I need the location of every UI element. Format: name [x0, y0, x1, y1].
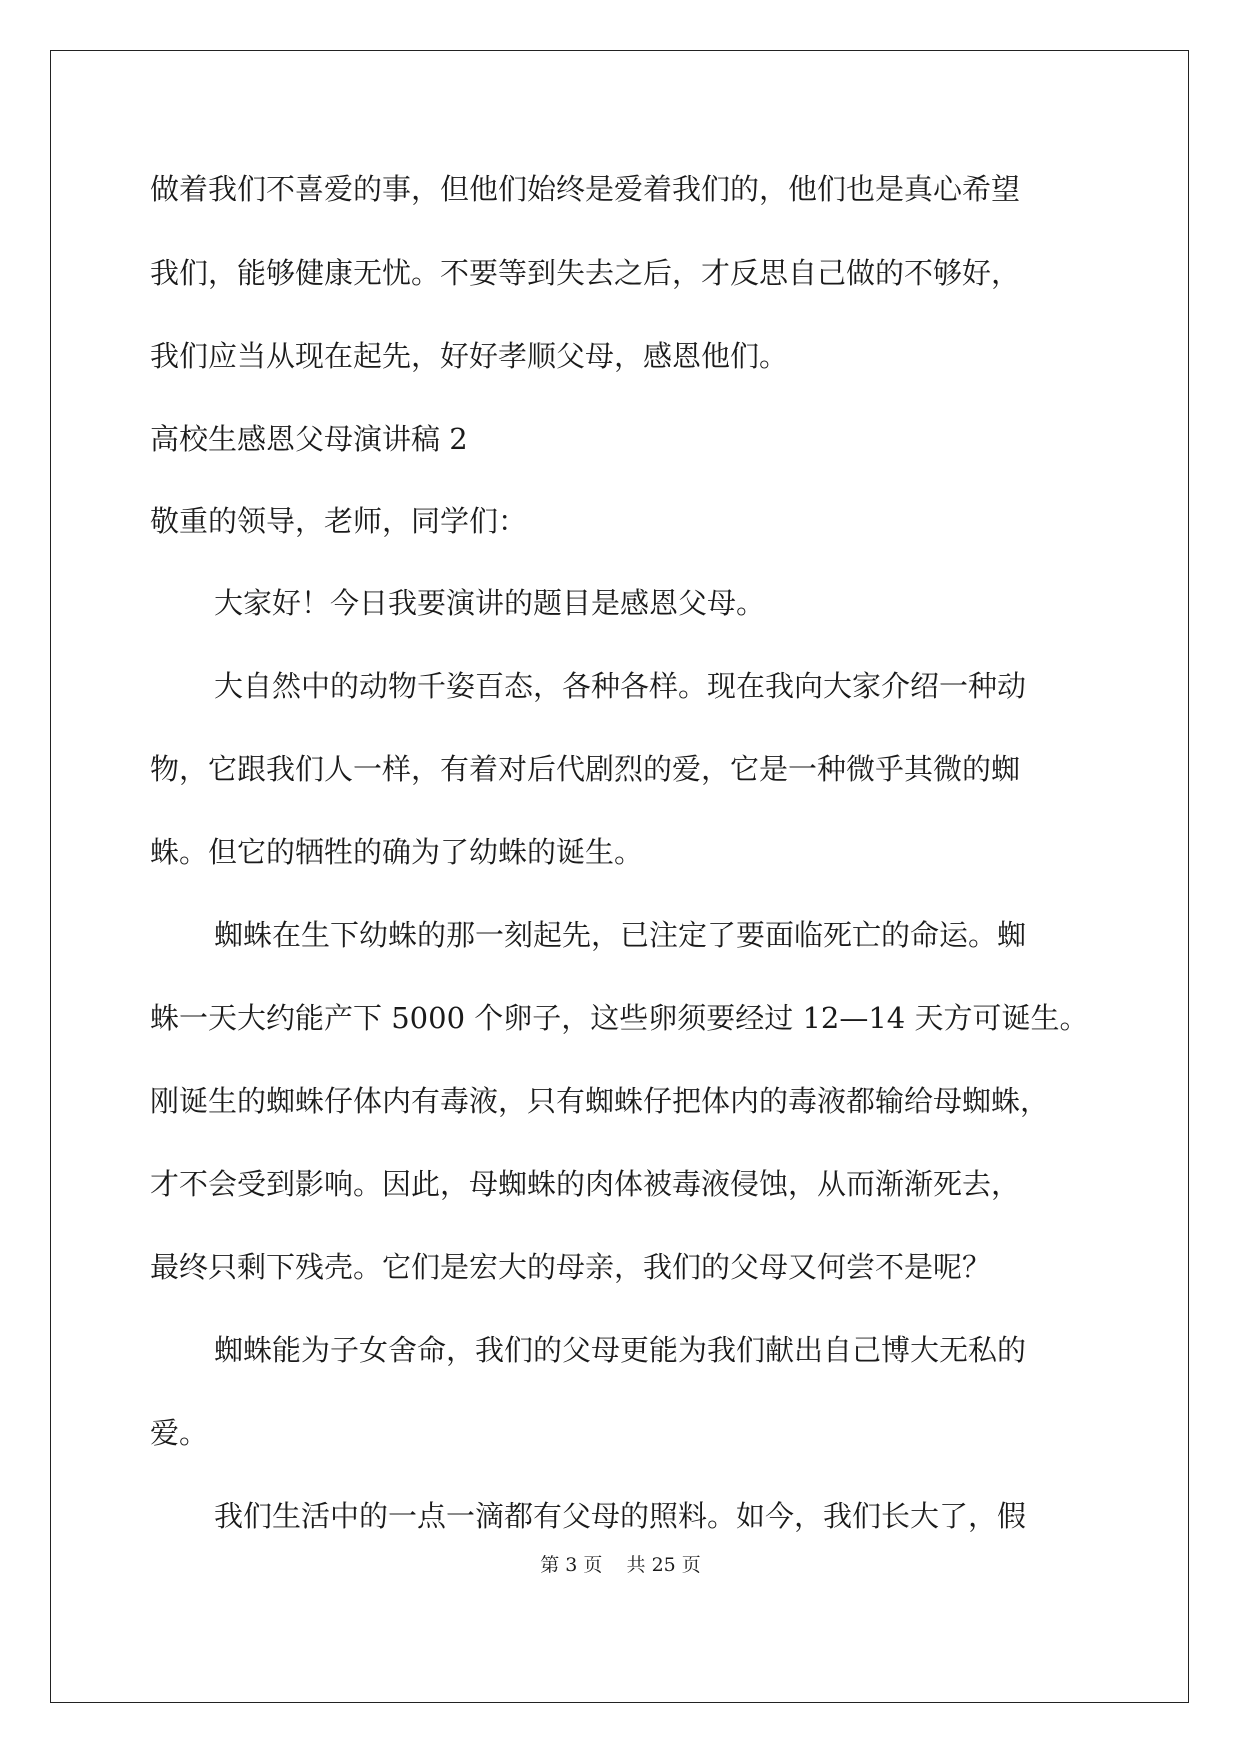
paragraph-line: 蜘蛛在生下幼蛛的那一刻起先，已注定了要面临死亡的命运。蜘 — [214, 918, 1027, 952]
paragraph-line: 我们应当从现在起先，好好孝顺父母，感恩他们。 — [150, 339, 789, 373]
paragraph-line: 物，它跟我们人一样，有着对后代剧烈的爱，它是一种微乎其微的蜘 — [150, 752, 1021, 786]
section-heading: 高校生感恩父母演讲稿 2 — [150, 422, 468, 456]
salutation: 敬重的领导，老师，同学们： — [150, 504, 528, 538]
paragraph-line: 做着我们不喜爱的事，但他们始终是爱着我们的，他们也是真心希望 — [150, 172, 1021, 206]
paragraph-line: 我们生活中的一点一滴都有父母的照料。如今，我们长大了，假 — [214, 1499, 1027, 1533]
page-number-footer: 第 3 页 共 25 页 — [540, 1554, 701, 1576]
paragraph-line: 蜘蛛能为子女舍命，我们的父母更能为我们献出自己博大无私的 — [214, 1333, 1027, 1367]
paragraph-line: 爱。 — [150, 1416, 209, 1450]
paragraph-line: 大自然中的动物千姿百态，各种各样。现在我向大家介绍一种动 — [214, 669, 1027, 703]
paragraph-line: 蛛。但它的牺牲的确为了幼蛛的诞生。 — [150, 835, 644, 869]
paragraph-line: 我们，能够健康无忧。不要等到失去之后，才反思自己做的不够好， — [150, 256, 1021, 290]
paragraph-line: 蛛一天大约能产下 5000 个卵子，这些卵须要经过 12—14 天方可诞生。 — [150, 1001, 1089, 1035]
paragraph-line: 刚诞生的蜘蛛仔体内有毒液，只有蜘蛛仔把体内的毒液都输给母蜘蛛， — [150, 1084, 1050, 1118]
paragraph-line: 最终只剩下残壳。它们是宏大的母亲，我们的父母又何尝不是呢？ — [150, 1250, 992, 1284]
paragraph-line: 才不会受到影响。因此，母蜘蛛的肉体被毒液侵蚀，从而渐渐死去， — [150, 1167, 1021, 1201]
page-border — [50, 50, 1189, 1703]
paragraph-line: 大家好！今日我要演讲的题目是感恩父母。 — [214, 586, 766, 620]
